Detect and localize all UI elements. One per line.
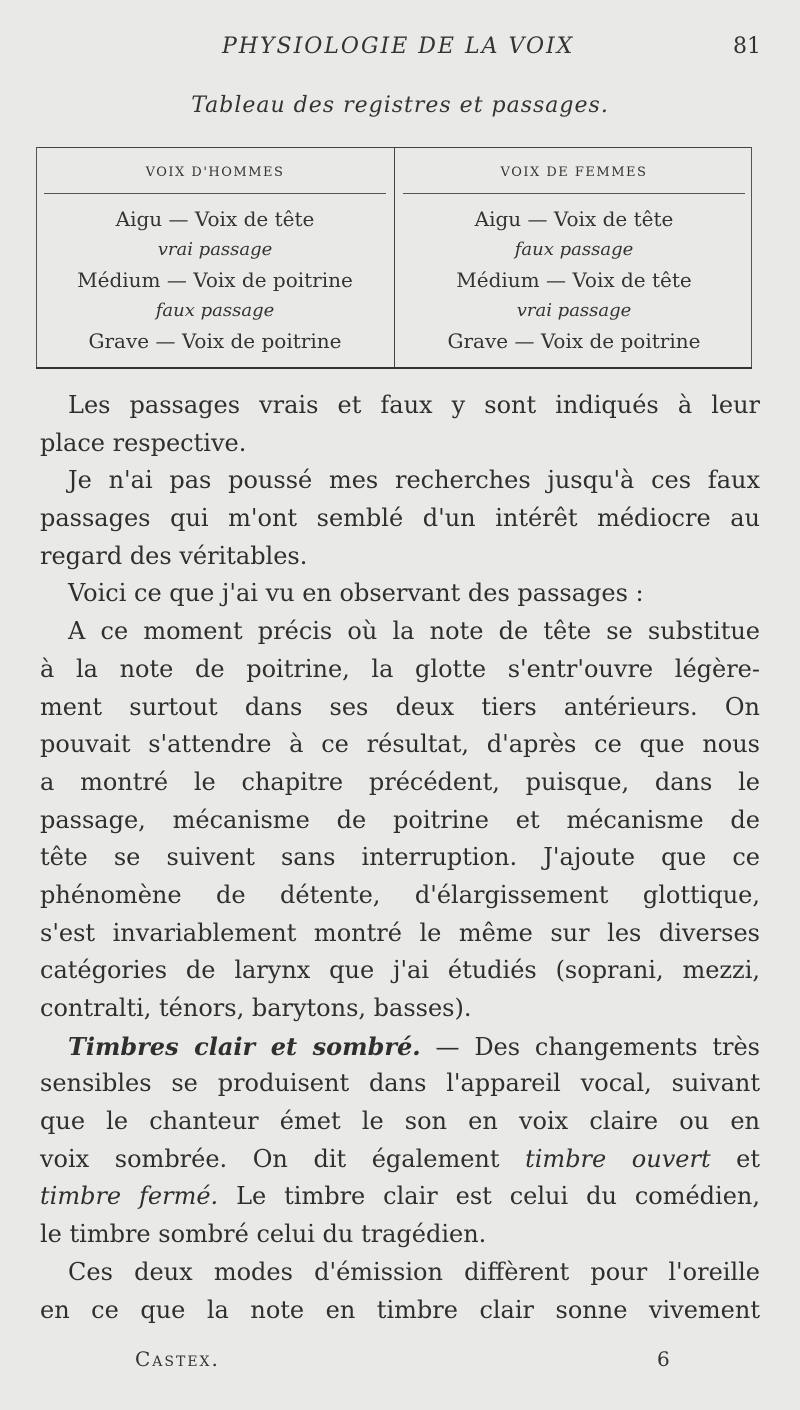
body-text <box>40 387 760 1329</box>
passage-line: faux passage <box>514 238 634 260</box>
passage-line: vrai passage <box>516 299 632 321</box>
footer <box>0 1347 800 1377</box>
italic-term: timbre ouvert <box>525 1144 711 1173</box>
column-heading-rule <box>44 193 386 194</box>
column-voix-femmes <box>395 147 753 369</box>
text-line: catégories de larynx que j'ai étudiés (soprani, mezzi, <box>40 956 760 985</box>
text-line: en ce que la note en timbre clair sonne vivement <box>40 1295 760 1324</box>
text-run: voix sombrée. On dit également <box>40 1144 526 1173</box>
register-line: Aigu — Voix de tête <box>474 207 674 231</box>
text-line: A ce moment précis où la note de tête se substitue <box>68 617 760 646</box>
text-line: pouvait s'attendre à ce résultat, d'après ce que nous <box>40 730 760 759</box>
running-head <box>0 34 800 64</box>
table-caption: Tableau des registres et passages. <box>191 93 609 118</box>
text-line: ment surtout dans ses deux tiers antérieurs. On <box>40 692 760 721</box>
registers-table <box>36 147 752 369</box>
section-run-in-heading: Timbres clair et sombré. <box>68 1031 421 1061</box>
text-line: Les passages vrais et faux y sont indiqués à leur <box>68 391 760 419</box>
running-title: PHYSIOLOGIE DE LA VOIX <box>222 34 575 59</box>
text-line <box>40 1141 760 1179</box>
column-heading: VOIX D'HOMMES <box>145 165 285 180</box>
text-line: s'est invariablement montré le même sur les diverses <box>40 918 760 947</box>
register-line: Médium — Voix de poitrine <box>77 268 353 292</box>
italic-term: timbre fermé. <box>40 1182 219 1211</box>
page-number: 81 <box>733 34 761 59</box>
text-line: regard des véritables. <box>40 541 308 570</box>
text-run: et <box>710 1144 761 1173</box>
text-line: place respective. <box>40 428 247 457</box>
text-line: à la note de poitrine, la glotte s'entr'ouvre légère- <box>40 654 760 683</box>
column-heading-rule <box>403 193 745 194</box>
printer-signature: Castex. <box>135 1347 220 1371</box>
column-voix-hommes <box>36 147 394 369</box>
register-line: Grave — Voix de poitrine <box>447 329 701 353</box>
text-line <box>40 1178 760 1216</box>
text-run: Le timbre clair est celui du comédien, <box>218 1182 760 1211</box>
text-line: que le chanteur émet le son en voix claire ou en <box>40 1107 760 1136</box>
text-line: Ces deux modes d'émission diffèrent pour l'oreille <box>68 1257 760 1286</box>
text-line: a montré le chapitre précédent, puisque, dans le <box>40 767 760 796</box>
text-line: Je n'ai pas poussé mes recherches jusqu'à ces faux <box>68 466 760 495</box>
register-line: Grave — Voix de poitrine <box>88 329 342 353</box>
text-line: passages qui m'ont semblé d'un intérêt médiocre au <box>40 504 760 533</box>
text-line: contralti, ténors, barytons, basses). <box>40 994 472 1022</box>
passage-line: faux passage <box>155 299 275 321</box>
sheet-number: 6 <box>657 1347 670 1371</box>
register-line: Aigu — Voix de tête <box>115 207 315 231</box>
text-line <box>40 1028 760 1066</box>
register-line: Médium — Voix de tête <box>456 268 692 292</box>
text-line: sensibles se produisent dans l'appareil vocal, suivant <box>40 1069 760 1098</box>
text-line: passage, mécanisme de poitrine et mécanisme de <box>40 805 760 834</box>
text-line: Voici ce que j'ai vu en observant des passages : <box>68 579 644 608</box>
text-run: — Des changements très <box>420 1032 760 1061</box>
text-line: le timbre sombré celui du tragédien. <box>40 1220 487 1249</box>
text-line: phénomène de détente, d'élargissement glottique, <box>40 880 760 909</box>
passage-line: vrai passage <box>157 238 273 260</box>
text-line: tête se suivent sans interruption. J'ajoute que ce <box>40 843 760 872</box>
column-heading: VOIX DE FEMMES <box>500 165 648 180</box>
